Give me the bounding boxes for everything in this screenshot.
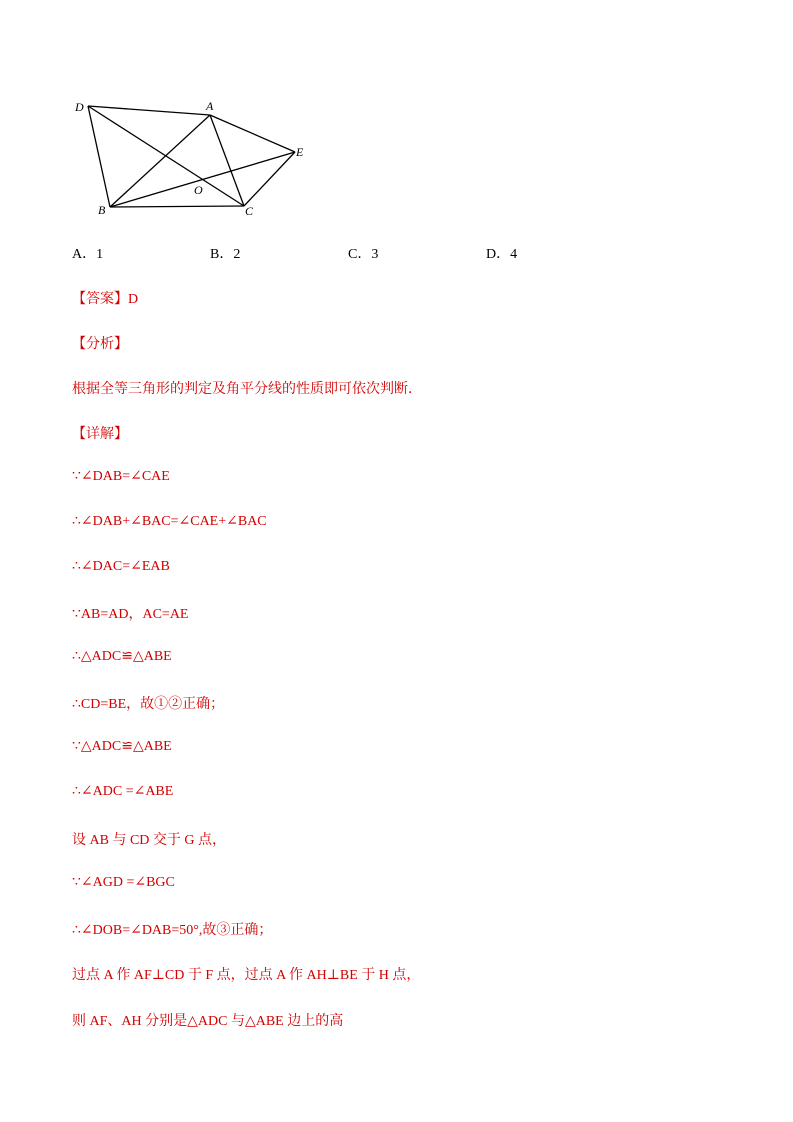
detail-line: ∵∠DAB=∠CAE (72, 469, 170, 484)
analysis-text: 根据全等三角形的判定及角平分线的性质即可依次判断． (72, 382, 422, 397)
detail-line: ∴∠DOB=∠DAB=50°,故③正确； (72, 923, 273, 938)
option-value: 3 (371, 247, 379, 262)
option-a (72, 243, 103, 263)
option-letter: D． (486, 247, 511, 262)
answer-label: 【答案】 (72, 292, 128, 307)
detail-line: ∵△ADC≌△ABE (72, 739, 172, 754)
detail-line: ∴∠ADC =∠ABE (72, 784, 174, 799)
point-label-C: C (245, 204, 254, 218)
detail-line: ∵AB=AD，AC=AE (72, 607, 189, 622)
detail-line: ∵∠AGD =∠BGC (72, 875, 175, 890)
option-letter: B． (210, 247, 234, 262)
detail-line: ∴CD=BE，故①②正确； (72, 697, 225, 712)
segment-DB (88, 106, 110, 207)
point-label-O: O (194, 183, 203, 197)
option-value: 2 (233, 247, 241, 262)
segment-DA (88, 106, 210, 115)
detail-line: 设 AB 与 CD 交于 G 点， (72, 833, 227, 848)
option-d (486, 243, 517, 263)
segment-BC (110, 206, 244, 207)
segment-AE (210, 115, 295, 152)
option-value: 1 (96, 247, 104, 262)
point-label-D: D (75, 100, 84, 114)
segment-BE (110, 152, 295, 207)
detail-line: 则 AF、AH 分别是△ADC 与△ABE 边上的高 (72, 1014, 344, 1029)
point-label-E: E (296, 145, 304, 159)
detail-line: 过点 A 作 AF⊥CD 于 F 点，过点 A 作 AH⊥BE 于 H 点， (72, 968, 421, 983)
option-letter: C． (348, 247, 372, 262)
detail-line: ∴∠DAC=∠EAB (72, 559, 170, 574)
detail-label: 【详解】 (72, 427, 128, 442)
option-c (348, 243, 378, 263)
option-value: 4 (510, 247, 518, 262)
geometry-figure (60, 90, 360, 230)
detail-line: ∴∠DAB+∠BAC=∠CAE+∠BAC (72, 514, 267, 529)
option-b (210, 243, 240, 263)
answer-line (72, 288, 138, 308)
analysis-label: 【分析】 (72, 337, 128, 352)
detail-line: ∴△ADC≌△ABE (72, 649, 172, 664)
answer-value: D (128, 292, 139, 307)
point-label-B: B (98, 203, 106, 217)
segment-AC (210, 115, 244, 206)
option-letter: A． (72, 247, 97, 262)
point-label-A: A (206, 99, 214, 113)
